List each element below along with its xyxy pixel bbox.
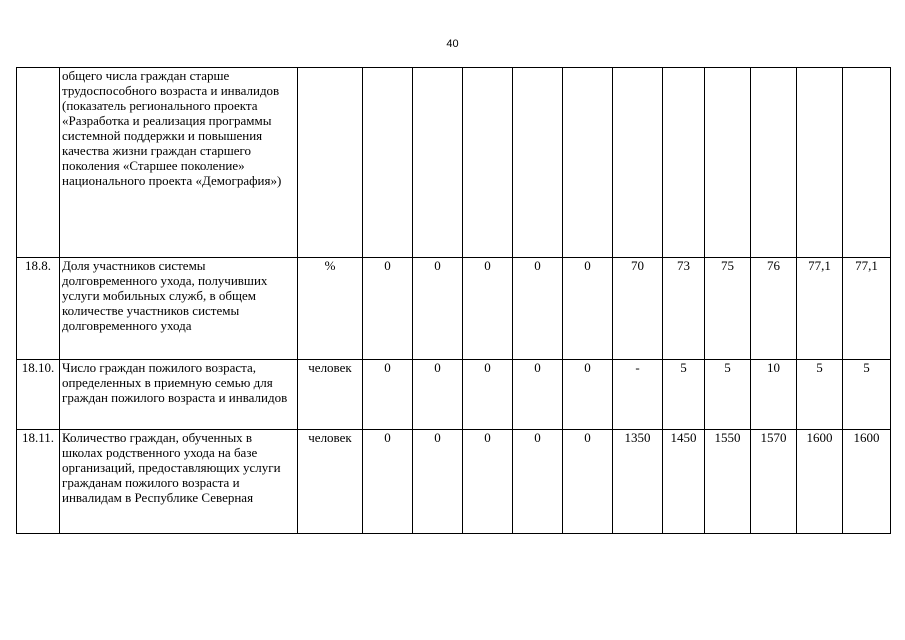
value-cell	[363, 68, 413, 258]
indicator-name: Число граждан пожилого возраста, определенных в приемную семью для граждан пожилого возраста и инвалидов	[60, 360, 298, 430]
row-number: 18.10.	[17, 360, 60, 430]
value-cell: 10	[751, 360, 797, 430]
value-cell	[797, 68, 843, 258]
value-cell: 1450	[663, 430, 705, 534]
value-cell: 1350	[613, 430, 663, 534]
value-cell: 77,1	[797, 258, 843, 360]
table-row	[17, 68, 891, 258]
value-cell: 0	[413, 430, 463, 534]
value-cell: 1600	[843, 430, 891, 534]
value-cell: 0	[563, 360, 613, 430]
value-cell: 5	[663, 360, 705, 430]
indicators-table	[16, 67, 891, 534]
value-cell	[463, 68, 513, 258]
value-cell: 70	[613, 258, 663, 360]
value-cell	[513, 68, 563, 258]
value-cell: 0	[413, 360, 463, 430]
value-cell: -	[613, 360, 663, 430]
value-cell: 1600	[797, 430, 843, 534]
table-row	[17, 430, 891, 534]
value-cell: 0	[463, 430, 513, 534]
value-cell: 0	[413, 258, 463, 360]
table-row	[17, 258, 891, 360]
unit-of-measure: человек	[298, 360, 363, 430]
value-cell: 0	[563, 430, 613, 534]
value-cell: 1570	[751, 430, 797, 534]
value-cell: 75	[705, 258, 751, 360]
unit-of-measure: человек	[298, 430, 363, 534]
value-cell	[705, 68, 751, 258]
value-cell: 0	[513, 258, 563, 360]
value-cell: 0	[363, 258, 413, 360]
value-cell	[413, 68, 463, 258]
value-cell: 5	[797, 360, 843, 430]
indicator-name: общего числа граждан старше трудоспособного возраста и инвалидов (показатель регионального проекта «Разработка и реализация программы системной поддержки и повышения качества жизни граждан старшего поколения «Старшее поколение» национального проекта «Демография»)	[60, 68, 298, 258]
indicator-name: Количество граждан, обученных в школах родственного ухода на базе организаций, предоставляющих услуги гражданам пожилого возраста и инвалидам в Республике Северная	[60, 430, 298, 534]
unit-of-measure	[298, 68, 363, 258]
value-cell: 73	[663, 258, 705, 360]
value-cell: 0	[513, 430, 563, 534]
value-cell: 0	[513, 360, 563, 430]
row-number	[17, 68, 60, 258]
value-cell: 5	[705, 360, 751, 430]
row-number: 18.8.	[17, 258, 60, 360]
value-cell: 0	[563, 258, 613, 360]
value-cell	[613, 68, 663, 258]
value-cell	[751, 68, 797, 258]
table-body	[17, 68, 891, 534]
value-cell: 5	[843, 360, 891, 430]
value-cell: 76	[751, 258, 797, 360]
value-cell: 0	[363, 430, 413, 534]
value-cell: 0	[463, 360, 513, 430]
value-cell	[663, 68, 705, 258]
value-cell: 77,1	[843, 258, 891, 360]
table-row	[17, 360, 891, 430]
row-number: 18.11.	[17, 430, 60, 534]
value-cell: 0	[463, 258, 513, 360]
indicator-name: Доля участников системы долговременного ухода, получивших услуги мобильных служб, в общем количестве участников системы долговременного ухода	[60, 258, 298, 360]
unit-of-measure: %	[298, 258, 363, 360]
value-cell: 1550	[705, 430, 751, 534]
value-cell	[563, 68, 613, 258]
value-cell	[843, 68, 891, 258]
page-number: 40	[446, 38, 459, 50]
value-cell: 0	[363, 360, 413, 430]
